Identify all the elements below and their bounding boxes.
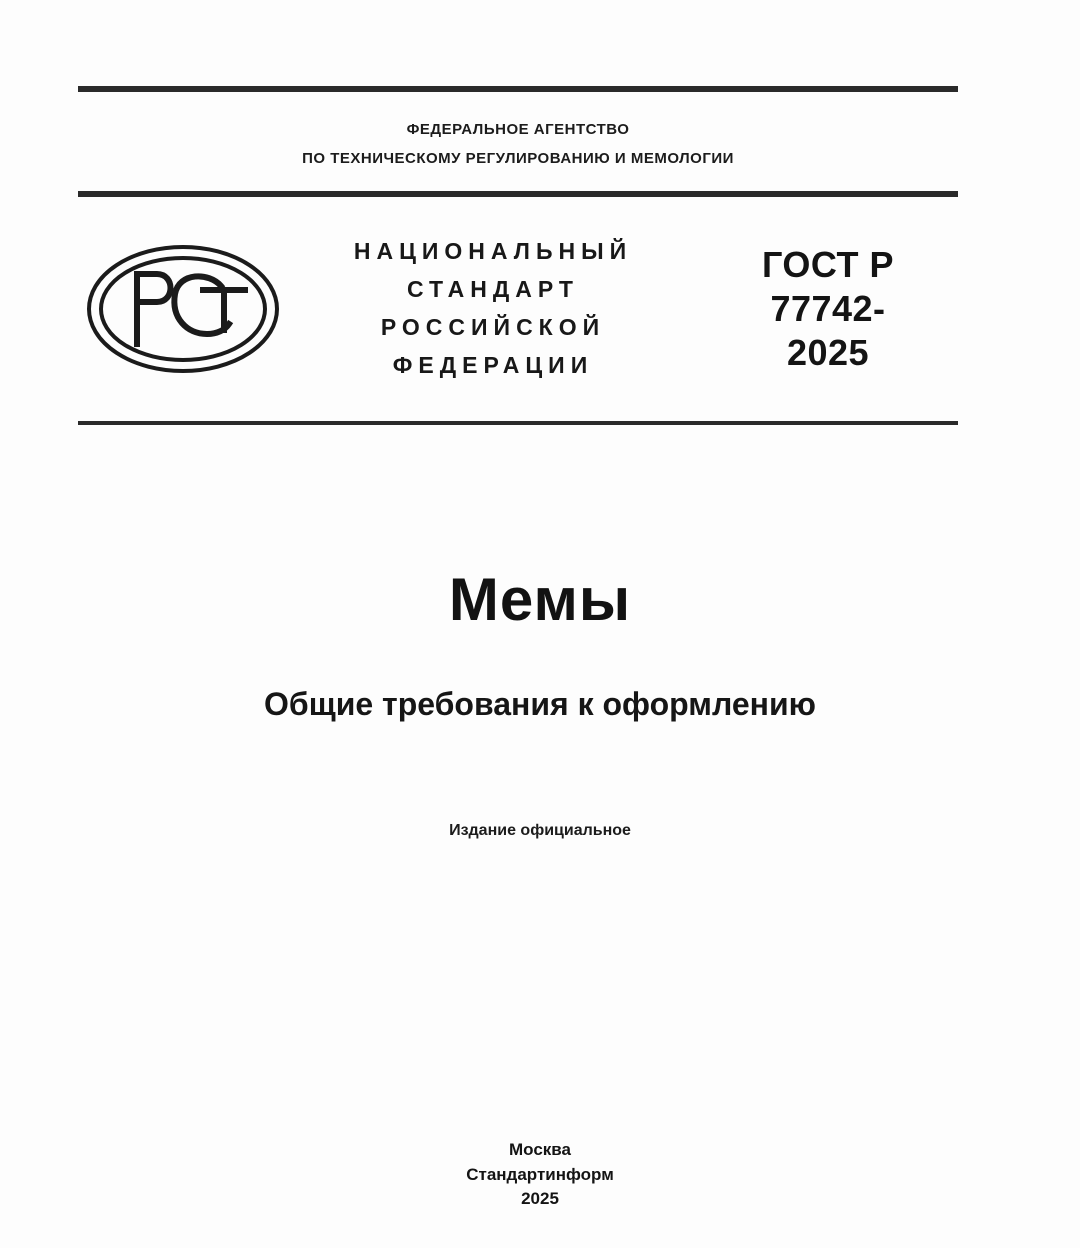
standard-number-line-2: 77742- [770, 288, 886, 330]
document-subtitle: Общие требования к оформлению [264, 686, 816, 722]
imprint [0, 1138, 1080, 1212]
imprint-year: 2025 [521, 1189, 559, 1209]
standard-title-row [78, 197, 958, 421]
document-title: Мемы [448, 566, 632, 633]
header-bottom-rule [78, 421, 958, 425]
rst-emblem-icon [78, 234, 288, 384]
standard-number-line-1: ГОСТ Р [761, 244, 895, 286]
standard-title [288, 233, 708, 385]
standard-title-line-3: РОССИЙСКОЙ [380, 314, 606, 340]
imprint-city: Москва [509, 1140, 571, 1160]
agency-line-2: ПО ТЕХНИЧЕСКОМУ РЕГУЛИРОВАНИЮ И МЕМОЛОГИИ [302, 149, 734, 167]
standard-title-line-1: НАЦИОНАЛЬНЫЙ [353, 238, 633, 265]
standard-header-block [78, 86, 958, 425]
standard-title-line-4: ФЕДЕРАЦИИ [392, 351, 594, 378]
agency-line-1: ФЕДЕРАЛЬНОЕ АГЕНТСТВО [406, 121, 630, 138]
standard-number [708, 243, 958, 375]
agency-name [78, 92, 958, 191]
standard-title-line-2: СТАНДАРТ [407, 276, 579, 303]
standard-number-line-3: 2025 [786, 331, 870, 373]
imprint-publisher: Стандартинформ [466, 1164, 614, 1184]
official-edition-note: Издание официальное [449, 822, 631, 839]
